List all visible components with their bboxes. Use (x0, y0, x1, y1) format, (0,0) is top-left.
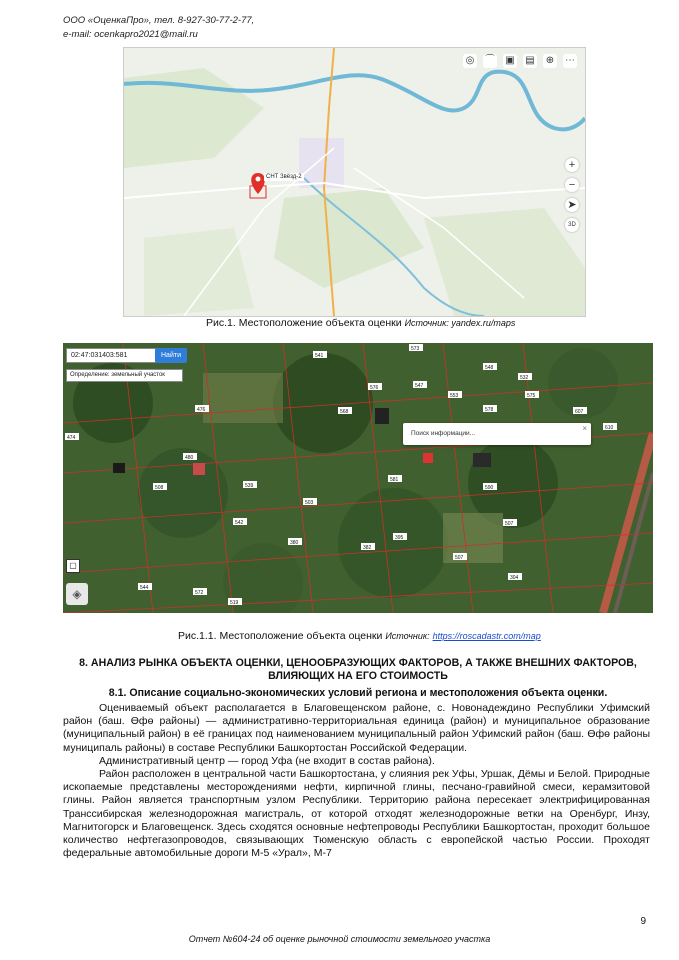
header-email-line: e-mail: ocenkapro2021@mail.ru (63, 29, 198, 40)
cadastral-map-canvas (63, 343, 653, 613)
map-toolbar (463, 54, 577, 68)
header-company-line: ООО «ОценкаПро», тел. 8-927-30-77-2-77, (63, 15, 255, 26)
svg-text:590: 590 (485, 485, 494, 491)
svg-text:568: 568 (340, 409, 349, 415)
cadastral-search-input[interactable]: 02:47:031403:581 (66, 348, 157, 363)
parcel-label (193, 588, 207, 596)
zoom-in-button[interactable]: + (565, 158, 579, 172)
section-heading (63, 657, 653, 683)
more-icon[interactable]: ⋯ (565, 55, 575, 66)
parcel-label (138, 583, 152, 591)
svg-text:575: 575 (527, 393, 536, 399)
parcel-label (288, 538, 302, 546)
svg-text:507: 507 (505, 521, 514, 527)
parcel-label (388, 475, 402, 483)
svg-text:576: 576 (370, 385, 379, 391)
svg-text:553: 553 (450, 393, 459, 399)
parcel-label (153, 483, 167, 491)
parcel-label (393, 533, 407, 541)
body-text (63, 702, 650, 860)
parcel-label (195, 405, 209, 413)
3d-button[interactable]: 3D (565, 218, 579, 232)
compass-icon[interactable]: ➤ (565, 198, 579, 212)
pin-label: СНТ Звёзд-2 (266, 174, 302, 180)
svg-text:542: 542 (235, 520, 244, 526)
layers-switch-icon[interactable]: ◈ (66, 583, 88, 605)
page-number: 9 (640, 916, 646, 927)
yandex-map-canvas (124, 48, 585, 316)
svg-text:395: 395 (395, 535, 404, 541)
svg-text:474: 474 (67, 435, 76, 441)
section-heading-line-2: ВЛИЯЮЩИХ НА ЕГО СТОИМОСТЬ (268, 670, 448, 682)
parcel-label (183, 453, 197, 461)
parcel-label (233, 518, 247, 526)
popup-text: Поиск информации... (411, 430, 476, 437)
svg-text:476: 476 (197, 407, 206, 413)
svg-text:480: 480 (185, 455, 194, 461)
parcel-label (368, 383, 382, 391)
house-roof (113, 463, 125, 473)
parcel-label (243, 481, 257, 489)
svg-text:578: 578 (485, 407, 494, 413)
house-roof (375, 408, 389, 424)
parcel-label (448, 391, 462, 399)
svg-text:304: 304 (510, 575, 519, 581)
parcel-label (361, 543, 375, 551)
svg-text:532: 532 (520, 375, 529, 381)
caption-2-source-label: Источник: (385, 631, 430, 641)
svg-text:508: 508 (155, 485, 164, 491)
parcel-label (313, 351, 327, 359)
paragraph: Район расположен в центральной части Башкортостана, у слияния рек Уфы, Уршак, Дёмы и Белой. Природные ископаемые представлены месторождениями нефти, кирпичной глины, песчано-гравийной смеси, керамзитовой глины. Район является транспортным узлом Республики. Территорию района пересекает электрифицированная Транссибирская железнодорожная магистраль, от которой отходят железнодорожные ветки на Оренбург, Инзу, Магнитогорск и Благовещенск. Здесь сходятся основные нефтепроводы Республики Башкортостан, проходит большое количество нефтегазопроводов, связывающих Тюменскую область с европейской частью России. Проходят федеральные автомобильные дороги М-5 «Урал», М-7 (63, 768, 650, 860)
document-header (63, 14, 254, 42)
svg-text:544: 544 (140, 585, 149, 591)
share-icon[interactable]: ⊕ (543, 54, 557, 68)
parcel-label (603, 423, 617, 431)
parcel-label (338, 407, 352, 415)
parcel-label (483, 483, 497, 491)
section-heading-line-1: 8. АНАЛИЗ РЫНКА ОБЪЕКТА ОЦЕНКИ, ЦЕНООБРАЗУЮЩИХ ФАКТОРОВ, А ТАКЖЕ ВНЕШНИХ ФАКТОРОВ, (79, 657, 637, 669)
svg-text:382: 382 (363, 545, 372, 551)
paragraph: Оцениваемый объект располагается в Благовещенском районе, с. Новонадеждино Республики Уфимский район (баш. Өфө районы) — административно-территориальная единица (район) и муниципальное образование (муниципальный район) в её границах под наименованием муниципальный район Уфимский район (баш. Өфө районы муниципаль районы) в составе Республики Башкортостан Российской Федерации. (63, 702, 650, 754)
parcel-label (483, 405, 497, 413)
layers-icon[interactable]: ◎ (463, 54, 477, 68)
parcel-label (303, 498, 317, 506)
fullscreen-icon[interactable]: ▢ (66, 559, 80, 573)
subsection-heading: 8.1. Описание социально-экономических условий региона и местоположения объекта оценки. (108, 687, 608, 699)
svg-text:572: 572 (195, 590, 204, 596)
house-roof (423, 453, 433, 463)
svg-text:607: 607 (575, 409, 584, 415)
parcel-label (573, 407, 587, 415)
house-roof (193, 463, 205, 475)
svg-text:380: 380 (290, 540, 299, 546)
parcel-label (413, 381, 427, 389)
search-button[interactable]: Найти (155, 348, 187, 363)
caption-1-text: Рис.1. Местоположение объекта оценки (206, 317, 402, 329)
close-icon[interactable]: × (582, 424, 587, 433)
caption-figure-1-1 (178, 630, 541, 642)
print-icon[interactable]: ▣ (503, 54, 517, 68)
parcel-label (453, 553, 467, 561)
svg-text:539: 539 (245, 483, 254, 489)
svg-text:581: 581 (390, 477, 399, 483)
ruler-icon[interactable]: ⌒ (485, 55, 495, 66)
svg-text:507: 507 (455, 555, 464, 561)
cadastral-map[interactable] (63, 343, 653, 613)
parcel-label (65, 433, 79, 441)
svg-text:541: 541 (315, 353, 324, 359)
zoom-controls (565, 158, 579, 232)
info-popup (403, 423, 591, 445)
caption-2-text: Рис.1.1. Местоположение объекта оценки (178, 630, 383, 642)
caption-figure-1 (206, 317, 515, 329)
svg-text:548: 548 (485, 365, 494, 371)
svg-text:503: 503 (305, 500, 314, 506)
document-footer: Отчет №604-24 об оценке рыночной стоимости земельного участка (188, 934, 491, 944)
svg-text:610: 610 (605, 425, 614, 431)
parcel-label (228, 598, 242, 606)
parcel-label (525, 391, 539, 399)
parcel-label (508, 573, 522, 581)
yandex-map[interactable] (123, 47, 586, 317)
caption-1-source: Источник: yandex.ru/maps (404, 318, 516, 328)
house-roof (473, 453, 491, 467)
svg-text:573: 573 (411, 346, 420, 352)
caption-2-source-link[interactable]: https://roscadastr.com/map (432, 631, 541, 641)
parcel-label (409, 344, 423, 352)
parcel-label (483, 363, 497, 371)
definition-select[interactable]: Определение: земельный участок (66, 369, 183, 382)
svg-text:547: 547 (415, 383, 424, 389)
parcel-label (503, 519, 517, 527)
parcel-label (518, 373, 532, 381)
zoom-out-button[interactable]: − (565, 178, 579, 192)
traffic-icon[interactable]: ▤ (523, 54, 537, 68)
paragraph: Административный центр — город Уфа (не входит в состав района). (99, 754, 435, 767)
svg-text:519: 519 (230, 600, 239, 606)
